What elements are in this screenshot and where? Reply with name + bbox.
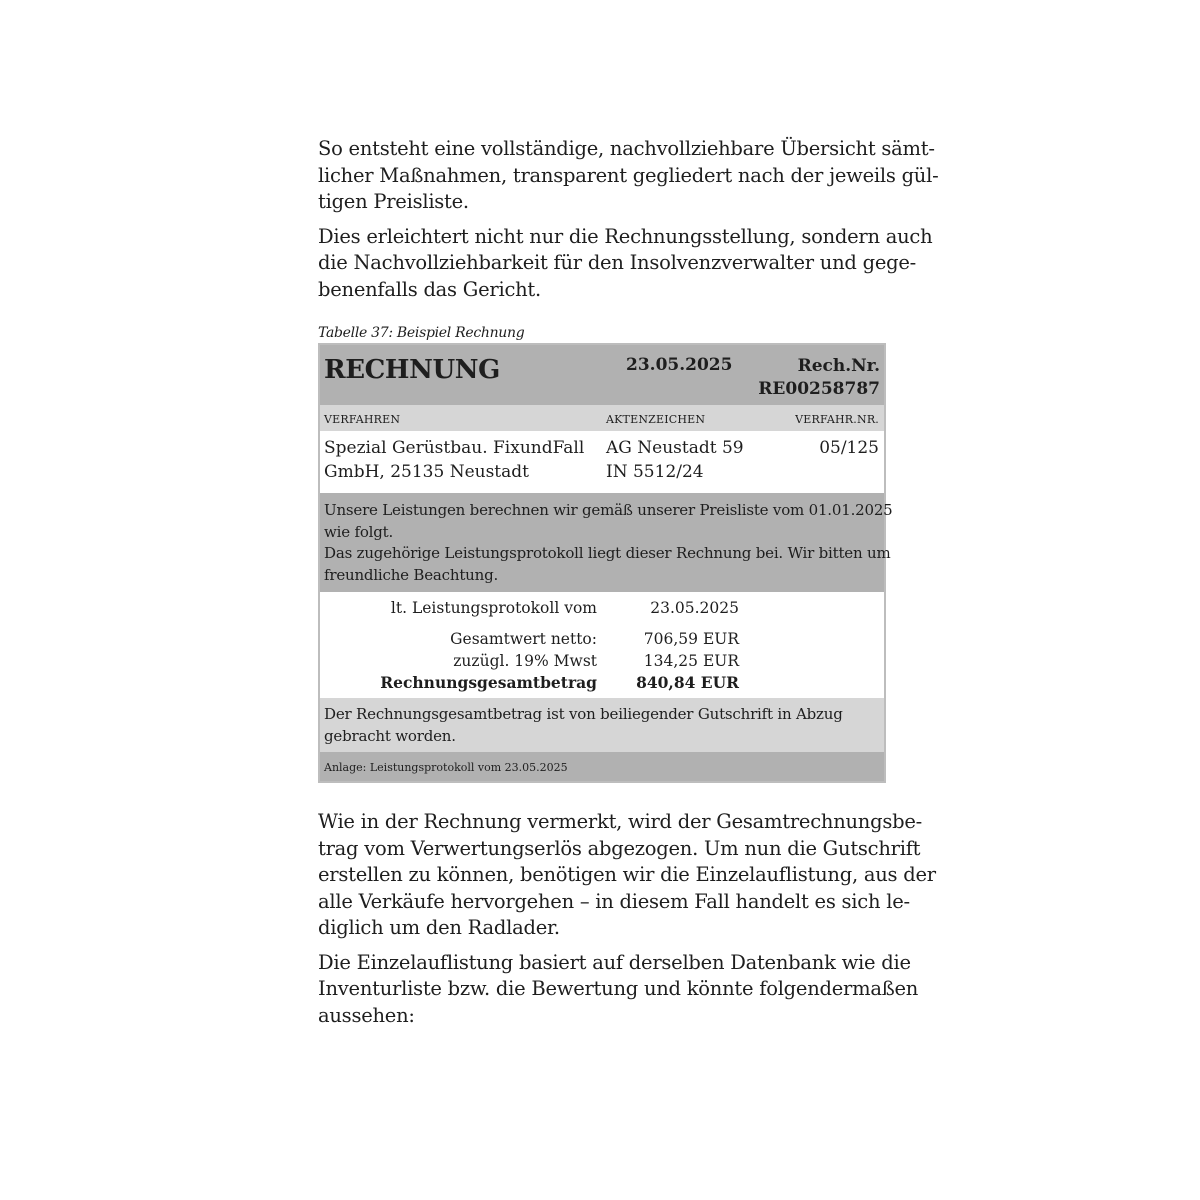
invoice-amounts (320, 592, 884, 698)
label-verfahr-nr: VERFAHR.NR. (795, 413, 879, 426)
text-line: die Nachvollziehbarkeit für den Insolvenzverwalter und gege- (318, 251, 916, 274)
verfahren-value (324, 436, 594, 484)
outro-paragraph-1 (318, 809, 936, 942)
mwst-label: zuzügl. 19% Mwst (453, 652, 597, 670)
invoice-number-block (758, 355, 880, 401)
aktenzeichen-line: IN 5512/24 (606, 462, 704, 482)
protocol-label: lt. Leistungsprotokoll vom (390, 599, 597, 617)
label-aktenzeichen: AKTENZEICHEN (606, 413, 706, 426)
text-line: wie folgt. (324, 522, 394, 541)
text-line: Unsere Leistungen berechnen wir gemäß unserer Preisliste vom 01.01.2025 (324, 501, 893, 519)
text-line: Die Einzelauflistung basiert auf derselben Datenbank wie die (318, 950, 911, 974)
text-line: Das zugehörige Leistungsprotokoll liegt dieser Rechnung bei. Wir bitten um (324, 544, 891, 562)
verfahr-nr-value: 05/125 (819, 438, 879, 458)
total-value: 840,84 EUR (636, 673, 739, 692)
protocol-date: 23.05.2025 (650, 599, 739, 617)
text-line: trag vom Verwertungserlös abgezogen. Um nun die Gutschrift (318, 836, 921, 860)
mwst-value: 134,25 EUR (643, 652, 739, 670)
invoice-number-label: Rech.Nr. (797, 356, 880, 376)
text-line: gebracht worden. (324, 726, 456, 745)
text-line: erstellen zu können, benötigen wir die Einzelauflistung, aus der (318, 863, 936, 886)
invoice-date: 23.05.2025 (626, 355, 733, 375)
invoice-case-values (320, 431, 884, 493)
mwst-row (320, 652, 884, 674)
aktenzeichen-value (606, 436, 744, 484)
text-line: Wie in der Rechnung vermerkt, wird der Gesamtrechnungsbe- (318, 810, 922, 833)
intro-paragraph-1 (318, 136, 939, 216)
text-line: freundliche Beachtung. (324, 565, 499, 584)
invoice-table (318, 343, 893, 783)
text-line: Der Rechnungsgesamtbetrag ist von beiliegender Gutschrift in Abzug (324, 705, 843, 723)
invoice-title: RECHNUNG (324, 355, 500, 385)
intro-paragraph-2 (318, 224, 933, 304)
aktenzeichen-line: AG Neustadt 59 (606, 438, 744, 458)
text-line: Dies erleichtert nicht nur die Rechnungsstellung, sondern auch (318, 224, 933, 248)
netto-row (320, 630, 884, 652)
invoice-number: RE00258787 (758, 379, 880, 399)
total-row (320, 673, 884, 695)
table-caption: Tabelle 37: Beispiel Rechnung (318, 325, 525, 341)
text-line: diglich um den Radlader. (318, 916, 560, 939)
outro-section (318, 809, 936, 1029)
text-line: aussehen: (318, 1003, 415, 1027)
protocol-row (320, 599, 884, 621)
text-line: licher Maßnahmen, transparent gegliedert nach der jeweils gül- (318, 163, 939, 187)
text-line: benenfalls das Gericht. (318, 277, 541, 301)
total-label: Rechnungsgesamtbetrag (380, 673, 597, 692)
text-line: alle Verkäufe hervorgehen – in diesem Fall handelt es sich le- (318, 889, 910, 913)
text-line: tigen Preisliste. (318, 190, 469, 213)
attachment-text: Anlage: Leistungsprotokoll vom 23.05.2025 (324, 761, 568, 774)
text-line: So entsteht eine vollständige, nachvollziehbare Übersicht sämt- (318, 137, 935, 160)
text-line: Inventurliste bzw. die Bewertung und könnte folgendermaßen (318, 977, 919, 1000)
invoice-header (320, 345, 884, 405)
verfahren-line: Spezial Gerüstbau. FixundFall (324, 438, 585, 458)
invoice-attachment (320, 752, 884, 781)
outro-paragraph-2 (318, 950, 919, 1030)
invoice-note (320, 698, 884, 752)
netto-label: Gesamtwert netto: (450, 630, 597, 648)
verfahren-line: GmbH, 25135 Neustadt (324, 462, 529, 482)
netto-value: 706,59 EUR (643, 630, 739, 648)
invoice-column-labels (320, 405, 884, 431)
label-verfahren: VERFAHREN (324, 413, 401, 426)
document-page (318, 136, 939, 1037)
invoice-info-text (320, 493, 893, 592)
